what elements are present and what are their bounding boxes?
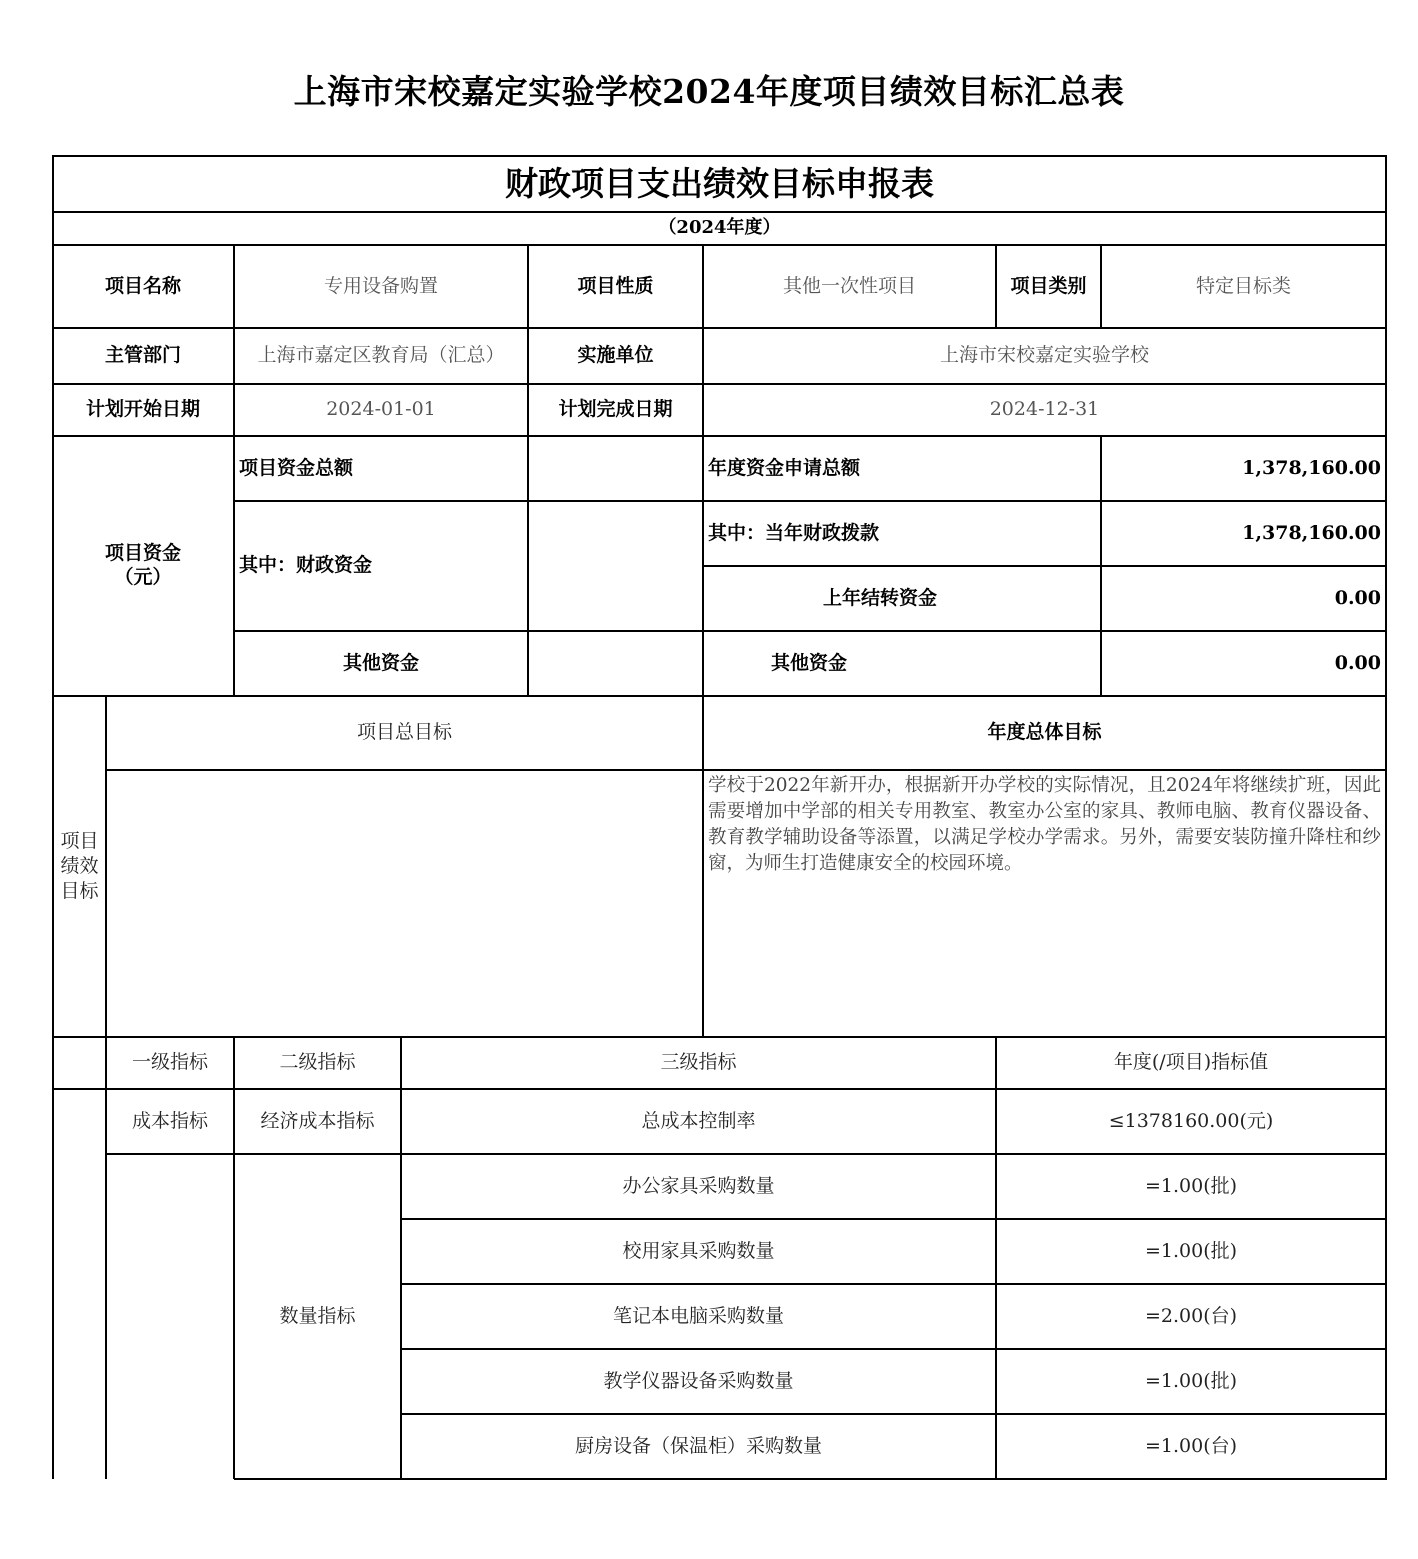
performance-target-table: [52, 155, 1387, 1559]
table-line: [234, 1478, 1387, 1480]
header-level3: 三级指标: [660, 1051, 737, 1074]
header-level2: 二级指标: [279, 1051, 356, 1074]
overall-goal-label: 项目总目标: [356, 721, 452, 744]
total-funds-label: 项目资金总额: [239, 456, 354, 479]
carryover-value: 0.00: [1334, 586, 1381, 609]
quantity-row-value: =1.00(批): [1144, 1239, 1238, 1262]
project-name-label: 项目名称: [104, 274, 181, 297]
funds-section-label-line2: （元）: [114, 566, 172, 588]
header-level1: 一级指标: [131, 1051, 208, 1074]
document-title: 上海市宋校嘉定实验学校2024年度项目绩效目标汇总表: [293, 72, 1125, 111]
quantity-row-value: =1.00(台): [1144, 1434, 1238, 1457]
goals-section-label: 项目绩效目标: [60, 830, 99, 902]
quantity-row-value: =2.00(台): [1144, 1304, 1238, 1327]
quantity-level2: 数量指标: [279, 1304, 356, 1327]
department-value: 上海市嘉定区教育局（汇总）: [257, 344, 505, 367]
quantity-row-name: 厨房设备（保温柜）采购数量: [574, 1434, 822, 1457]
other-funds-label: 其他资金: [342, 651, 419, 674]
table-line: [1385, 155, 1387, 1480]
project-nature-value: 其他一次性项目: [782, 274, 916, 297]
project-category-label: 项目类别: [1010, 274, 1087, 297]
annual-other-value: 0.00: [1334, 651, 1381, 674]
quantity-row-name: 办公家具采购数量: [622, 1174, 775, 1197]
annual-goal-label: 年度总体目标: [987, 721, 1102, 744]
unit-label: 实施单位: [577, 344, 654, 367]
quantity-row-name: 校用家具采购数量: [622, 1239, 775, 1262]
start-date-label: 计划开始日期: [85, 398, 200, 421]
cost-value: ≤1378160.00(元): [1108, 1109, 1274, 1132]
quantity-row-value: =1.00(批): [1144, 1174, 1238, 1197]
year-label: （2024年度）: [658, 217, 781, 239]
current-fiscal-label: 其中：当年财政拨款: [708, 521, 880, 544]
cost-level2: 经济成本指标: [260, 1109, 375, 1132]
quantity-row-name: 笔记本电脑采购数量: [612, 1304, 784, 1327]
project-category-value: 特定目标类: [1195, 274, 1291, 297]
fiscal-funds-label: 其中：财政资金: [239, 554, 373, 577]
overall-goal-text: [107, 771, 702, 1036]
end-date-value: 2024-12-31: [989, 398, 1100, 421]
cost-level1: 成本指标: [131, 1109, 208, 1132]
end-date-label: 计划完成日期: [558, 398, 673, 421]
current-fiscal-value: 1,378,160.00: [1242, 521, 1381, 544]
quantity-row-value: =1.00(批): [1144, 1369, 1238, 1392]
start-date-value: 2024-01-01: [326, 398, 436, 421]
funds-section-label-line1: 项目资金: [104, 542, 181, 565]
carryover-label: 上年结转资金: [822, 586, 937, 609]
cost-item: 总成本控制率: [641, 1109, 756, 1132]
project-name-value: 专用设备购置: [323, 274, 438, 297]
funds-section-label: [52, 437, 234, 695]
annual-goal-text: 学校于2022年新开办，根据新开办学校的实际情况，且2024年将继续扩班，因此需要增加中学部的相关专用教室、教室办公室的家具、教师电脑、教育仪器设备、教育教学辅助设备等添置，以满足学校办学需求。另外，需要安装防撞升降柱和纱窗，为师生打造健康安全的校园环境。: [708, 775, 1381, 874]
department-label: 主管部门: [104, 344, 181, 367]
quantity-row-name: 教学仪器设备采购数量: [603, 1369, 794, 1392]
project-nature-label: 项目性质: [577, 274, 654, 297]
annual-other-label: 其他资金: [770, 651, 847, 674]
header-value: 年度(/项目)指标值: [1113, 1051, 1269, 1074]
annual-total-value: 1,378,160.00: [1242, 456, 1381, 479]
unit-value: 上海市宋校嘉定实验学校: [939, 344, 1149, 367]
table-title: 财政项目支出绩效目标申报表: [505, 164, 934, 204]
annual-total-label: 年度资金申请总额: [708, 456, 861, 479]
